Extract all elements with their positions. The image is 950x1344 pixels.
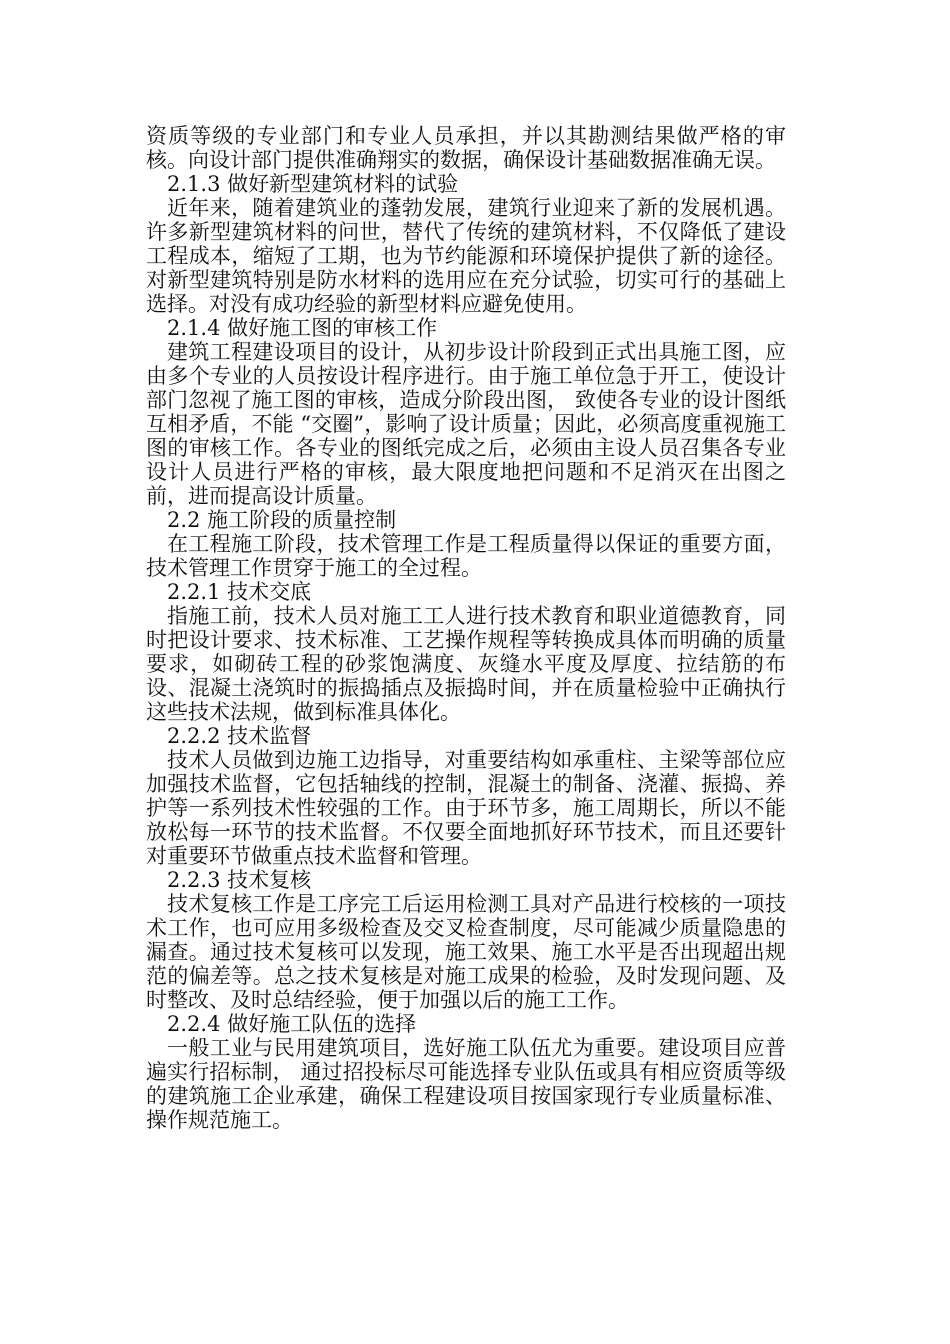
paragraph-technical-review: 技术复核工作是工序完工后运用检测工具对产品进行校核的一项技术工作，也可应用多级检查及交叉检查制度，尽可能减少质量隐患的漏查。通过技术复核可以发现，施工效果、施工水平是否出现超出规范的偏差等。总之技术复核是对施工成果的检验，及时发现问题、及时整改、及时总结经验，便于加强以后的施工工作。: [146, 892, 786, 1012]
document-body: [146, 124, 786, 1132]
paragraph-drawing-review: 建筑工程建设项目的设计，从初步设计阶段到正式出具施工图，应由多个专业的人员按设计程序进行。由于施工单位急于开工，使设计部门忽视了施工图的审核，造成分阶段出图， 致使各专业的设计图纸互相矛盾，不能 “交圈”，影响了设计质量；因此，必须高度重视施工图的审核工作。各专业的图纸完成之后，必须由主设人员召集各专业设计人员进行严格的审核，最大限度地把问题和不足消灭在出图之前，进而提高设计质量。: [146, 340, 786, 508]
section-heading-2-1-3: 2.1.3 做好新型建筑材料的试验: [167, 172, 459, 196]
section-heading-2-2-2: 2.2.2 技术监督: [167, 724, 312, 748]
section-heading-2-2-3: 2.2.3 技术复核: [167, 868, 312, 892]
section-heading-2-1-4: 2.1.4 做好施工图的审核工作: [167, 316, 438, 340]
paragraph-technical-supervision: 技术人员做到边施工边指导，对重要结构如承重柱、主梁等部位应加强技术监督，它包括轴线的控制，混凝土的制备、浇灌、振捣、养护等一系列技术性较强的工作。由于环节多，施工周期长，所以不能放松每一环节的技术监督。不仅要全面地抓好环节技术，而且还要针对重要环节做重点技术监督和管理。: [146, 748, 786, 868]
paragraph-new-materials: 近年来，随着建筑业的蓬勃发展，建筑行业迎来了新的发展机遇。许多新型建筑材料的问世，替代了传统的建筑材料，不仅降低了建设工程成本，缩短了工期，也为节约能源和环境保护提供了新的途径。对新型建筑特别是防水材料的选用应在充分试验，切实可行的基础上选择。对没有成功经验的新型材料应避免使用。: [146, 196, 786, 316]
paragraph-technical-briefing: 指施工前，技术人员对施工工人进行技术教育和职业道德教育，同时把设计要求、技术标准、工艺操作规程等转换成具体而明确的质量要求，如砌砖工程的砂浆饱满度、灰缝水平度及厚度、拉结筋的布设、混凝土浇筑时的振捣插点及振捣时间，并在质量检验中正确执行这些技术法规，做到标准具体化。: [146, 604, 786, 724]
section-heading-2-2-1: 2.2.1 技术交底: [167, 580, 312, 604]
section-heading-2-2: 2.2 施工阶段的质量控制: [167, 508, 397, 532]
paragraph-team-selection: 一般工业与民用建筑项目，选好施工队伍尤为重要。建设项目应普遍实行招标制， 通过招投标尽可能选择专业队伍或具有相应资质等级的建筑施工企业承建，确保工程建设项目按国家现行专业质量标准、操作规范施工。: [146, 1036, 786, 1132]
section-heading-2-2-4: 2.2.4 做好施工队伍的选择: [167, 1012, 417, 1036]
paragraph-construction-stage: 在工程施工阶段，技术管理工作是工程质量得以保证的重要方面，技术管理工作贯穿于施工的全过程。: [146, 532, 786, 580]
paragraph-continued: 资质等级的专业部门和专业人员承担，并以其勘测结果做严格的审核。向设计部门提供准确翔实的数据，确保设计基础数据准确无误。: [146, 124, 786, 172]
